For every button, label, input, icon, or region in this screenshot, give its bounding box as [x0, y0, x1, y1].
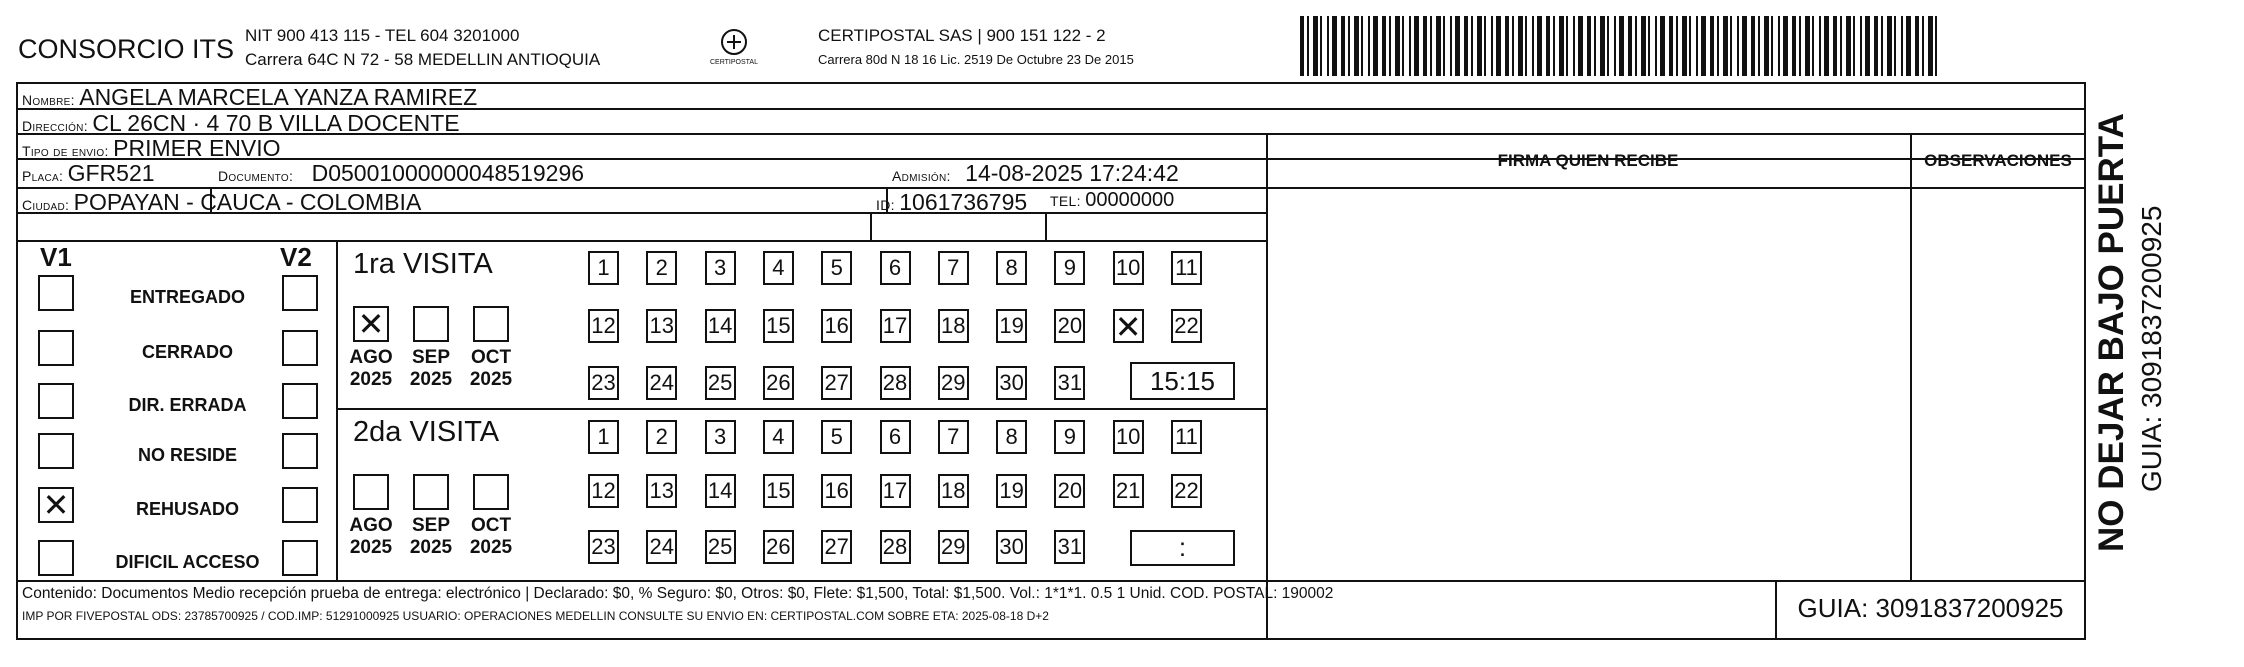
day-box[interactable]: 29 — [938, 530, 969, 564]
direccion-row — [22, 110, 460, 137]
v1-checkbox[interactable] — [38, 540, 74, 576]
day-box[interactable]: 21 — [1113, 474, 1144, 508]
v2-header: V2 — [280, 242, 312, 272]
day-box[interactable]: 13 — [646, 474, 677, 508]
footer-line1: Contenido: Documentos Medio recepción prueba de entrega: electrónico | Declarado: $0, % Seguro: $0, Otros: $0, Flete: $1,500, Total: $1,500. Vol.: 1*1*1. 0.5 1 Unid. COD. POSTAL: 190002 — [22, 585, 1334, 602]
id-label: ID: — [876, 197, 895, 213]
footer-line2: IMP POR FIVEPOSTAL ODS: 23785700925 / COD.IMP: 51291000925 USUARIO: OPERACIONES MEDELLIN CONSULTE SU ENVIO EN: CERTIPOSTAL.COM SOBRE ETA: 2025-08-18 D+2 — [22, 609, 1049, 623]
footer-guia: GUIA: 3091837200925 — [1797, 593, 2064, 623]
admision-label: Admisión: — [892, 168, 951, 184]
company-line1: NIT 900 413 115 - TEL 604 3201000 — [245, 26, 520, 45]
day-box[interactable]: 22 — [1171, 474, 1202, 508]
day-box[interactable]: 18 — [938, 309, 969, 343]
visit2-time-box[interactable] — [1130, 530, 1235, 566]
day-box[interactable]: 23 — [588, 366, 619, 400]
barcode — [1300, 16, 1940, 76]
day-box[interactable]: 31 — [1054, 366, 1085, 400]
placa-label: Placa: — [22, 168, 64, 184]
logo-caption: CERTIPOSTAL — [710, 59, 758, 66]
admision-field — [892, 160, 1179, 187]
tipo-value: PRIMER ENVIO — [113, 135, 281, 161]
carrier-line1: CERTIPOSTAL SAS | 900 151 122 - 2 — [818, 26, 1106, 45]
day-box[interactable]: 16 — [821, 474, 852, 508]
year-label: 2025 — [409, 369, 453, 390]
day-box[interactable]: 19 — [996, 474, 1027, 508]
v2-checkbox[interactable] — [282, 487, 318, 523]
day-box[interactable]: 12 — [588, 474, 619, 508]
day-box[interactable]: 6 — [880, 251, 911, 285]
month-label: OCT — [470, 515, 512, 536]
day-box[interactable]: 3 — [705, 251, 736, 285]
month-label: SEP — [411, 347, 451, 368]
documento-value: D05001000000048519296 — [311, 160, 585, 186]
status-label: REHUSADO — [135, 499, 239, 519]
day-box[interactable]: 17 — [880, 309, 911, 343]
documento-field — [218, 160, 584, 187]
ciudad-field — [22, 189, 421, 216]
status-label: CERRADO — [141, 342, 233, 362]
v1-checkbox[interactable] — [38, 330, 74, 366]
tipo-row — [22, 135, 281, 162]
direccion-label: Dirección: — [22, 118, 88, 134]
id-field — [876, 189, 1027, 216]
company-name: CONSORCIO ITS — [18, 34, 235, 64]
month-checkbox[interactable] — [413, 474, 449, 510]
day-box[interactable]: 4 — [763, 420, 794, 454]
day-box[interactable]: 15 — [763, 474, 794, 508]
day-box[interactable]: 5 — [821, 251, 852, 285]
day-box[interactable]: 2 — [646, 251, 677, 285]
visit2-title: 2da VISITA — [353, 416, 500, 448]
observaciones-header: OBSERVACIONES — [1924, 151, 2072, 170]
day-box[interactable]: 19 — [996, 309, 1027, 343]
day-box[interactable]: 31 — [1054, 530, 1085, 564]
year-label: 2025 — [409, 537, 453, 558]
v1-checkbox[interactable] — [38, 433, 74, 469]
day-box[interactable]: 10 — [1113, 251, 1144, 285]
day-box[interactable]: 20 — [1054, 474, 1085, 508]
day-box[interactable]: 12 — [588, 309, 619, 343]
day-box[interactable]: 14 — [705, 309, 736, 343]
day-box[interactable]: 8 — [996, 420, 1027, 454]
day-box[interactable]: 23 — [588, 530, 619, 564]
day-box[interactable]: 13 — [646, 309, 677, 343]
month-label: AGO — [349, 347, 393, 368]
day-box[interactable]: 28 — [880, 366, 911, 400]
day-box[interactable]: 29 — [938, 366, 969, 400]
firma-header: FIRMA QUIEN RECIBE — [1497, 151, 1679, 170]
day-box[interactable]: 1 — [588, 420, 619, 454]
tel-label: TEL: — [1050, 193, 1081, 209]
company-line2: Carrera 64C N 72 - 58 MEDELLIN ANTIOQUIA — [245, 50, 601, 69]
placa-field — [22, 160, 155, 187]
day-box[interactable]: 4 — [763, 251, 794, 285]
status-label: ENTREGADO — [129, 287, 245, 307]
side-line1: NO DEJAR BAJO PUERTA — [2092, 113, 2131, 552]
visit1-title: 1ra VISITA — [353, 248, 493, 280]
day-box[interactable]: 5 — [821, 420, 852, 454]
day-box[interactable]: 30 — [996, 366, 1027, 400]
day-box[interactable]: 2 — [646, 420, 677, 454]
day-box[interactable]: 15 — [763, 309, 794, 343]
status-label: DIR. ERRADA — [128, 395, 247, 415]
month-checkbox[interactable] — [473, 474, 509, 510]
v2-checkbox[interactable] — [282, 433, 318, 469]
day-box[interactable]: 9 — [1054, 251, 1085, 285]
month-label: OCT — [470, 347, 512, 368]
certipostal-logo — [710, 26, 758, 74]
ciudad-value: POPAYAN - CAUCA - COLOMBIA — [73, 189, 422, 215]
day-box[interactable]: 20 — [1054, 309, 1085, 343]
carrier-line2: Carrera 80d N 18 16 Lic. 2519 De Octubre 23 De 2015 — [818, 52, 1134, 67]
v2-checkbox[interactable] — [282, 330, 318, 366]
month-checkbox[interactable] — [413, 306, 449, 342]
year-label: 2025 — [349, 369, 393, 390]
documento-label: Documento: — [218, 168, 294, 184]
direccion-value: CL 26CN · 4 70 B VILLA DOCENTE — [92, 110, 460, 136]
day-box[interactable]: 11 — [1171, 251, 1202, 285]
v2-checkbox[interactable] — [282, 540, 318, 576]
nombre-value: ANGELA MARCELA YANZA RAMIREZ — [79, 84, 478, 110]
year-label: 2025 — [469, 369, 513, 390]
day-box[interactable]: 1 — [588, 251, 619, 285]
day-box[interactable]: 27 — [821, 366, 852, 400]
id-value: 1061736795 — [899, 189, 1028, 215]
tipo-label: Tipo de envio: — [22, 143, 109, 159]
month-checkbox[interactable] — [353, 474, 389, 510]
v2-checkbox[interactable] — [282, 275, 318, 311]
day-box[interactable]: 26 — [763, 530, 794, 564]
day-box[interactable]: 17 — [880, 474, 911, 508]
day-box[interactable]: 30 — [996, 530, 1027, 564]
day-box[interactable]: 9 — [1054, 420, 1085, 454]
visit2-time: : — [1178, 532, 1187, 562]
nombre-label: Nombre: — [22, 92, 75, 108]
tel-value: 00000000 — [1085, 189, 1175, 211]
day-box[interactable]: 24 — [646, 366, 677, 400]
side-line2: GUIA: 3091837200925 — [2136, 205, 2167, 492]
day-box[interactable]: 18 — [938, 474, 969, 508]
day-box[interactable]: 3 — [705, 420, 736, 454]
v1-checkbox[interactable] — [38, 487, 74, 523]
year-label: 2025 — [469, 537, 513, 558]
v1-header: V1 — [40, 242, 72, 272]
month-checkbox[interactable] — [353, 306, 389, 342]
day-box[interactable]: 25 — [705, 530, 736, 564]
day-box[interactable]: 28 — [880, 530, 911, 564]
visit1-time-box[interactable] — [1130, 362, 1235, 400]
status-label: DIFICIL ACCESO — [115, 552, 260, 572]
v1-checkbox[interactable] — [38, 275, 74, 311]
day-box[interactable]: 7 — [938, 251, 969, 285]
day-box[interactable]: 27 — [821, 530, 852, 564]
side-warning — [2086, 82, 2242, 582]
month-checkbox[interactable] — [473, 306, 509, 342]
day-box[interactable]: 26 — [763, 366, 794, 400]
status-label: NO RESIDE — [137, 445, 238, 465]
tel-field — [1050, 189, 1174, 212]
day-box[interactable]: 25 — [705, 366, 736, 400]
day-box[interactable]: 8 — [996, 251, 1027, 285]
day-box[interactable] — [1113, 309, 1144, 343]
day-box[interactable]: 16 — [821, 309, 852, 343]
day-box[interactable]: 6 — [880, 420, 911, 454]
month-label: AGO — [349, 515, 393, 536]
day-box[interactable]: 11 — [1171, 420, 1202, 454]
year-label: 2025 — [349, 537, 393, 558]
day-box[interactable]: 14 — [705, 474, 736, 508]
ciudad-label: Ciudad: — [22, 197, 70, 213]
day-box[interactable]: 22 — [1171, 309, 1202, 343]
month-label: SEP — [411, 515, 451, 536]
day-box[interactable]: 10 — [1113, 420, 1144, 454]
v2-checkbox[interactable] — [282, 383, 318, 419]
day-box[interactable]: 7 — [938, 420, 969, 454]
admision-value: 14-08-2025 17:24:42 — [965, 160, 1179, 186]
nombre-row — [22, 84, 477, 111]
day-box[interactable]: 24 — [646, 530, 677, 564]
visit1-time: 15:15 — [1149, 366, 1216, 396]
placa-value: GFR521 — [67, 160, 155, 186]
v1-checkbox[interactable] — [38, 383, 74, 419]
